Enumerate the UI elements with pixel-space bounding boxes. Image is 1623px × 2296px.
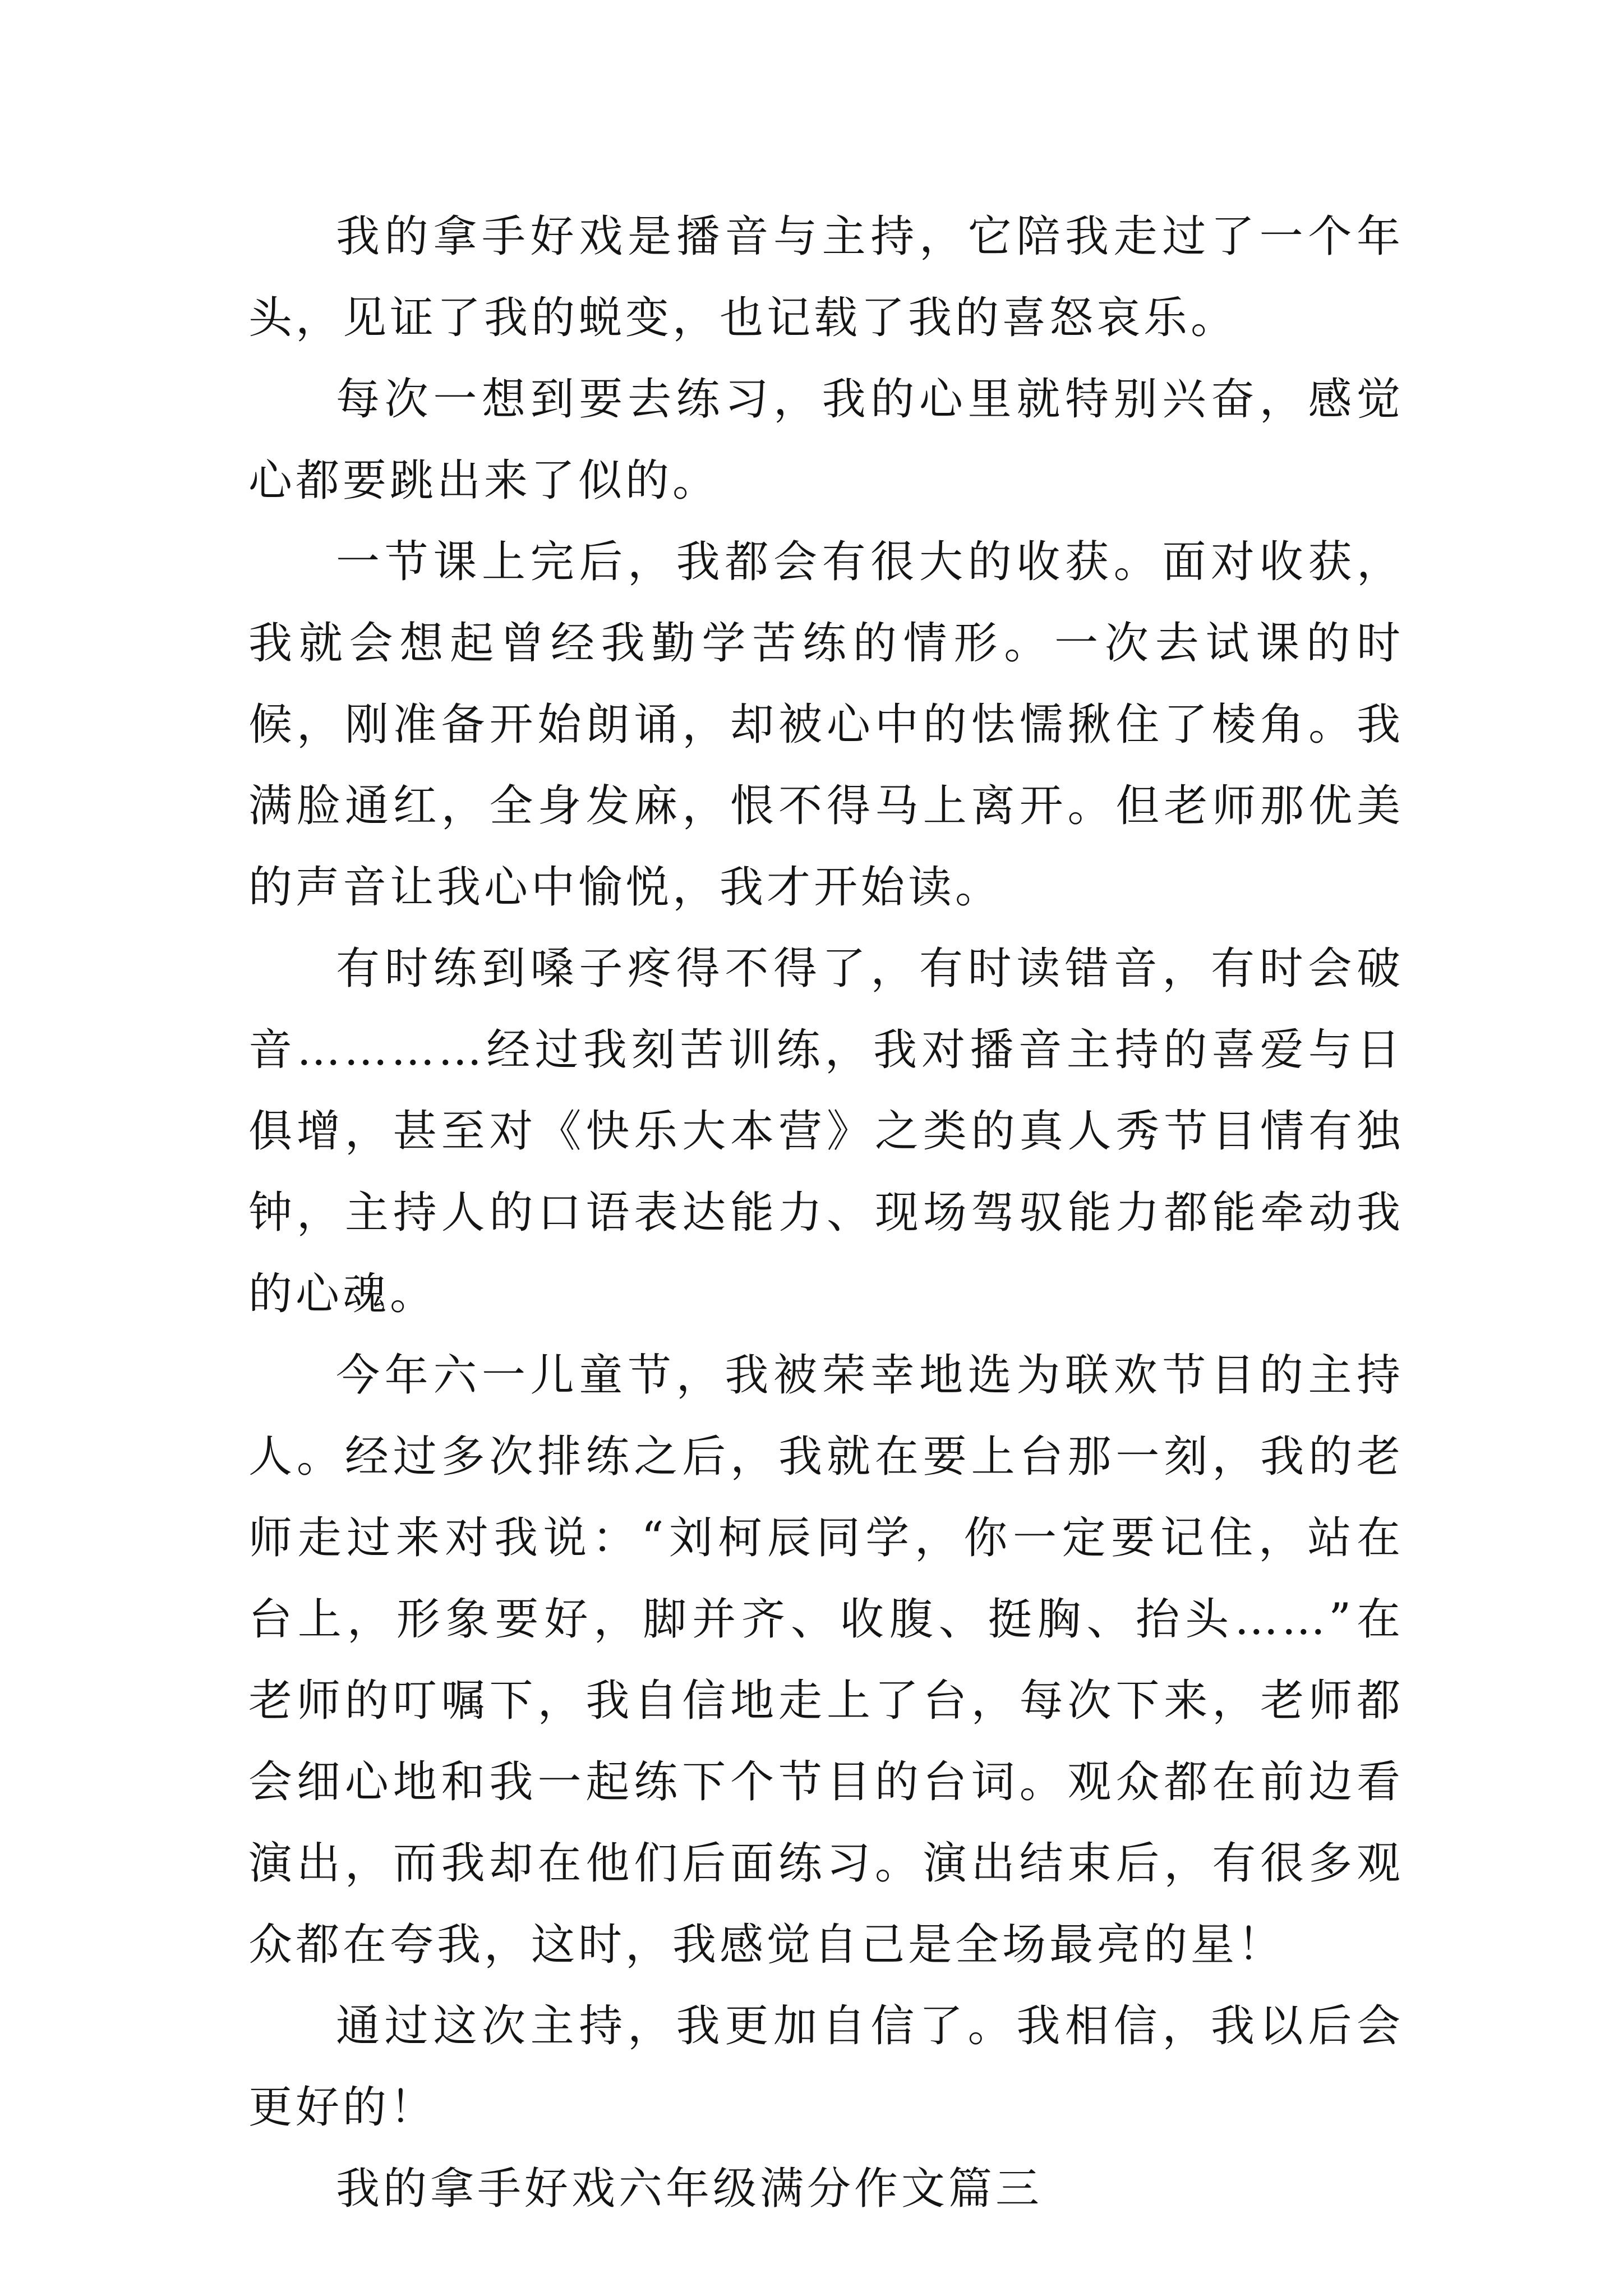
paragraph-2: 每次一想到要去练习，我的心里就特别兴奋，感觉心都要跳出来了似的。	[248, 374, 1404, 506]
section-heading: 我的拿手好戏六年级满分作文篇三	[336, 2164, 1043, 2214]
paragraph-4: 有时练到嗓子疼得不得了，有时读错音，有时会破音…………经过我刻苦训练，我对播音主持的喜爱与日俱增，甚至对《快乐大本营》之类的真人秀节目情有独钟，主持人的口语表达能力、现场驾驭能力都能牵动我的心魂。	[248, 944, 1404, 1319]
essay-body	[248, 196, 1404, 2230]
paragraph-5: 今年六一儿童节，我被荣幸地选为联欢节目的主持人。经过多次排练之后，我就在要上台那一刻，我的老师走过来对我说：“刘柯辰同学，你一定要记住，站在台上，形象要好，脚并齐、收腹、挺胸、抬头……”在老师的叮嘱下，我自信地走上了台，每次下来，老师都会细心地和我一起练下个节目的台词。观众都在前边看演出，而我却在他们后面练习。演出结束后，有很多观众都在夸我，这时，我感觉自己是全场最亮的星！	[248, 1350, 1404, 1970]
paragraph-3: 一节课上完后，我都会有很大的收获。面对收获，我就会想起曾经我勤学苦练的情形。一次去试课的时候，刚准备开始朗诵，却被心中的怯懦揪住了棱角。我满脸通红，全身发麻，恨不得马上离开。但老师那优美的声音让我心中愉悦，我才开始读。	[248, 537, 1404, 913]
paragraph-6: 通过这次主持，我更加自信了。我相信，我以后会更好的！	[248, 2001, 1404, 2133]
paragraph-1: 我的拿手好戏是播音与主持，它陪我走过了一个年头，见证了我的蜕变，也记载了我的喜怒哀乐。	[248, 211, 1404, 343]
